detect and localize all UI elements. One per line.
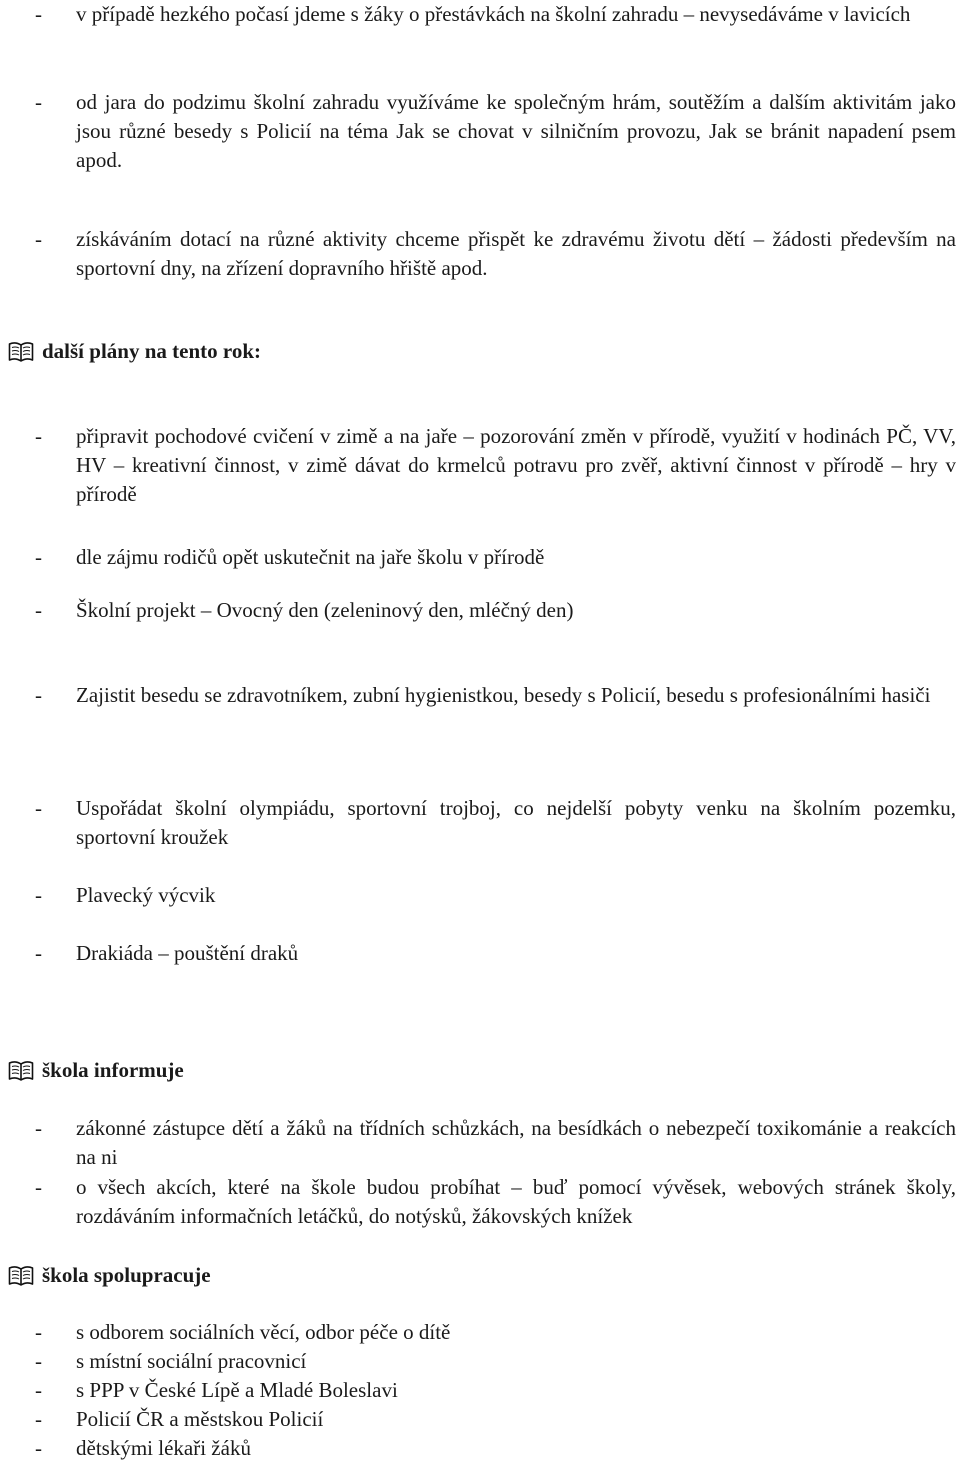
bullet-dash: - bbox=[35, 424, 42, 448]
bullet-dash: - bbox=[35, 90, 42, 114]
list-item bbox=[35, 1114, 956, 1172]
list-item-text: Zajistit besedu se zdravotníkem, zubní hygienistkou, besedy s Policií, besedu s profesionálními hasiči bbox=[76, 683, 931, 707]
list-item bbox=[35, 1318, 956, 1347]
bullet-dash: - bbox=[35, 883, 42, 907]
list-item-text: Školní projekt – Ovocný den (zeleninový den, mléčný den) bbox=[76, 598, 574, 622]
section-heading-plans bbox=[8, 337, 261, 366]
bullet-dash: - bbox=[35, 796, 42, 820]
bullet-dash: - bbox=[35, 941, 42, 965]
bullet-dash: - bbox=[35, 2, 42, 26]
list-item-text: od jara do podzimu školní zahradu využíváme ke společným hrám, soutěžím a dalším aktivitám jako jsou různé besedy s Policií na téma Jak se chovat v silničním provozu, Jak se bránit napadení psem apod. bbox=[76, 90, 956, 172]
list-item bbox=[35, 596, 956, 625]
list-item bbox=[35, 1173, 956, 1231]
list-item-text: Policií ČR a městskou Policií bbox=[76, 1407, 324, 1431]
list-item bbox=[35, 794, 956, 852]
section-heading-informs bbox=[8, 1056, 184, 1085]
list-item bbox=[35, 1347, 956, 1376]
list-item-text: s místní sociální pracovnicí bbox=[76, 1349, 307, 1373]
bullet-dash: - bbox=[35, 1349, 42, 1373]
list-item-text: získáváním dotací na různé aktivity chceme přispět ke zdravému životu dětí – žádosti především na sportovní dny, na zřízení dopravního hřiště apod. bbox=[76, 227, 956, 280]
list-item-text: o všech akcích, které na škole budou probíhat – buď pomocí vývěsek, webových stránek školy, rozdáváním informačních letáčků, do notýsků, žákovských knížek bbox=[76, 1175, 956, 1228]
open-book-icon bbox=[8, 1060, 34, 1082]
list-item-text: dětskými lékaři žáků bbox=[76, 1436, 251, 1460]
bullet-dash: - bbox=[35, 1436, 42, 1460]
list-item bbox=[35, 681, 956, 710]
list-item bbox=[35, 0, 956, 29]
list-item bbox=[35, 1376, 956, 1405]
list-item bbox=[35, 543, 956, 572]
bullet-dash: - bbox=[35, 545, 42, 569]
bullet-dash: - bbox=[35, 1175, 42, 1199]
list-item-text: v případě hezkého počasí jdeme s žáky o přestávkách na školní zahradu – nevysedáváme v lavicích bbox=[76, 2, 911, 26]
list-item bbox=[35, 881, 956, 910]
list-item bbox=[35, 422, 956, 509]
list-item bbox=[35, 225, 956, 283]
list-item-text: zákonné zástupce dětí a žáků na třídních schůzkách, na besídkách o nebezpečí toxikománie a reakcích na ni bbox=[76, 1116, 956, 1169]
section-heading-text: škola spolupracuje bbox=[42, 1263, 211, 1287]
bullet-dash: - bbox=[35, 598, 42, 622]
section-heading-text: další plány na tento rok: bbox=[42, 339, 261, 363]
list-item-text: připravit pochodové cvičení v zimě a na jaře – pozorování změn v přírodě, využití v hodinách PČ, VV, HV – kreativní činnost, v zimě dávat do krmelců potravu pro zvěř, aktivní činnost v přírodě – hry v přírodě bbox=[76, 424, 956, 506]
bullet-dash: - bbox=[35, 683, 42, 707]
bullet-dash: - bbox=[35, 1407, 42, 1431]
list-item-text: s odborem sociálních věcí, odbor péče o dítě bbox=[76, 1320, 451, 1344]
bullet-dash: - bbox=[35, 1320, 42, 1344]
list-item-text: s PPP v České Lípě a Mladé Boleslavi bbox=[76, 1378, 398, 1402]
list-item-text: dle zájmu rodičů opět uskutečnit na jaře školu v přírodě bbox=[76, 545, 545, 569]
bullet-dash: - bbox=[35, 227, 42, 251]
list-item-text: Plavecký výcvik bbox=[76, 883, 216, 907]
bullet-dash: - bbox=[35, 1116, 42, 1140]
list-item bbox=[35, 88, 956, 175]
list-item-text: Uspořádat školní olympiádu, sportovní trojboj, co nejdelší pobyty venku na školním pozemku, sportovní kroužek bbox=[76, 796, 956, 849]
bullet-dash: - bbox=[35, 1378, 42, 1402]
list-item bbox=[35, 939, 956, 968]
section-heading-cooperates bbox=[8, 1261, 211, 1290]
open-book-icon bbox=[8, 1265, 34, 1287]
list-item bbox=[35, 1434, 956, 1463]
open-book-icon bbox=[8, 341, 34, 363]
list-item-text: Drakiáda – pouštění draků bbox=[76, 941, 299, 965]
section-heading-text: škola informuje bbox=[42, 1058, 184, 1082]
list-item bbox=[35, 1405, 956, 1434]
